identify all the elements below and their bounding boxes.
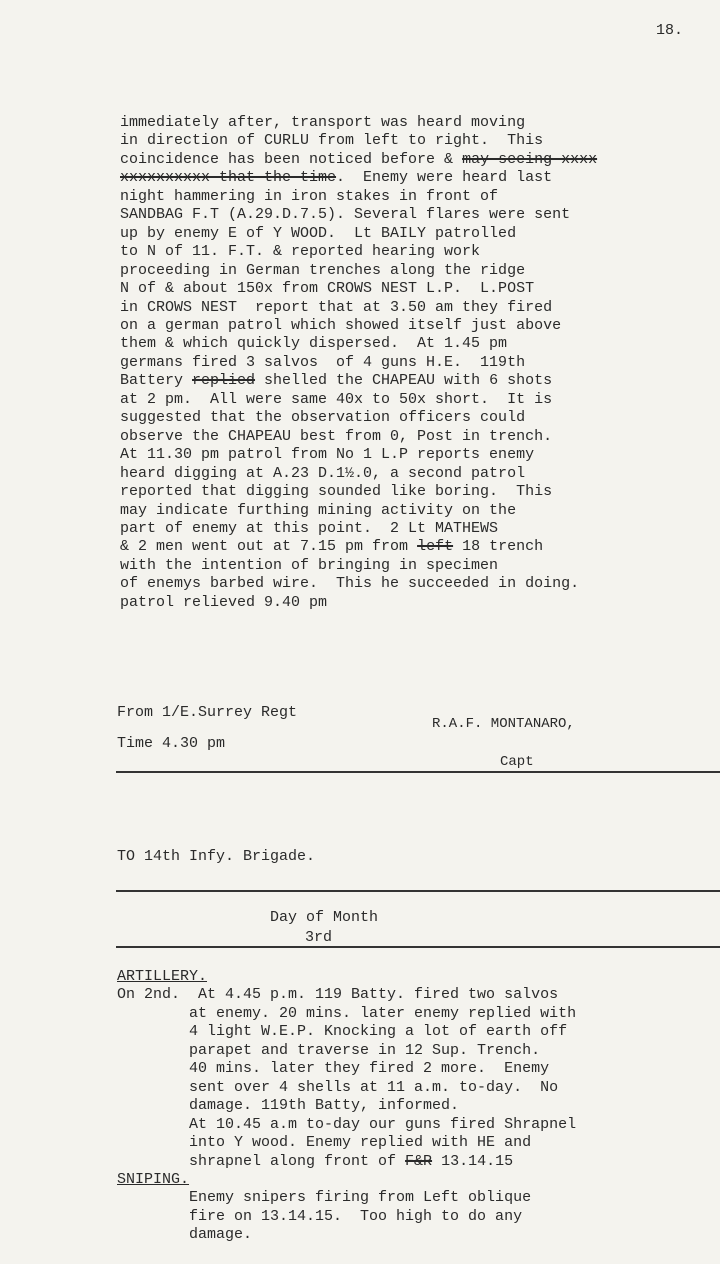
struck-text: left: [417, 538, 454, 556]
line-text: shrapnel along front of: [117, 1152, 406, 1170]
sniping-heading: SNIPING.: [117, 1170, 190, 1188]
text-line: [117, 1079, 707, 1097]
text-line: [120, 317, 710, 335]
line-text: patrol relieved 9.40 pm: [120, 593, 328, 611]
line-text: . Enemy were heard last: [336, 169, 553, 187]
text-line: [117, 1042, 707, 1060]
line-text: 13.14.15: [432, 1152, 514, 1170]
line-text: heard digging at A.23 D.1½.0, a second patrol: [120, 464, 526, 482]
line-text: At 10.45 a.m to-day our guns fired Shrapnel: [117, 1115, 577, 1133]
text-line: [120, 575, 710, 593]
text-line: [117, 1097, 707, 1115]
line-text: suggested that the observation officers could: [120, 409, 526, 427]
divider-line: [116, 946, 720, 948]
text-line: [117, 1116, 707, 1134]
line-text: damage. 119th Batty, informed.: [117, 1097, 460, 1115]
line-text: reported that digging sounded like boring. This: [120, 483, 553, 501]
text-line: [120, 188, 710, 206]
line-text: at 2 pm. All were same 40x to 50x short. It is: [120, 390, 553, 408]
text-line: [120, 262, 710, 280]
text-line: [120, 280, 710, 298]
to-line: TO 14th Infy. Brigade.: [117, 848, 316, 865]
text-line: [120, 594, 710, 612]
text-line: [120, 335, 710, 353]
line-text: up by enemy E of Y WOOD. Lt BAILY patrolled: [120, 224, 517, 242]
text-line: [117, 1189, 707, 1207]
text-line: [120, 354, 710, 372]
text-line: [120, 243, 710, 261]
line-text: N of & about 150x from CROWS NEST L.P. L.POST: [120, 280, 535, 298]
text-line: [120, 483, 710, 501]
line-text: to N of 11. F.T. & reported hearing work: [120, 243, 481, 261]
line-text: them & which quickly dispersed. At 1.45 pm: [120, 335, 508, 353]
line-text: night hammering in iron stakes in front of: [120, 187, 499, 205]
line-text: fire on 13.14.15. Too high to do any: [117, 1207, 523, 1225]
text-line: [120, 428, 710, 446]
text-line: [117, 1023, 707, 1041]
report-body: [120, 114, 710, 612]
line-text: into Y wood. Enemy replied with HE and: [117, 1134, 532, 1152]
time-line: Time 4.30 pm: [117, 735, 226, 752]
struck-text: may seeing xxxx: [462, 150, 598, 168]
day-of-month-label: Day of Month: [270, 909, 379, 926]
line-text: 4 light W.E.P. Knocking a lot of earth off: [117, 1023, 568, 1041]
text-line: [120, 206, 710, 224]
text-line: [117, 1134, 707, 1152]
line-text: 18 trench: [453, 538, 544, 556]
line-text: of enemys barbed wire. This he succeeded in doing.: [120, 575, 580, 593]
text-line: [120, 114, 710, 132]
line-text: sent over 4 shells at 11 a.m. to-day. No: [117, 1078, 559, 1096]
line-text: On 2nd. At 4.45 p.m. 119 Batty. fired two salvos: [117, 986, 559, 1004]
line-text: Battery: [120, 372, 193, 390]
line-text: in CROWS NEST report that at 3.50 am they fired: [120, 298, 553, 316]
divider-line: [116, 771, 720, 773]
line-text: in direction of CURLU from left to right. This: [120, 132, 544, 150]
line-text: germans fired 3 salvos of 4 guns H.E. 119th: [120, 353, 526, 371]
text-line: [120, 299, 710, 317]
line-text: At 11.30 pm patrol from No 1 L.P reports enemy: [120, 446, 535, 464]
text-line: [117, 1060, 707, 1078]
line-text: observe the CHAPEAU best from 0, Post in trench.: [120, 427, 553, 445]
struck-text: F&R: [405, 1152, 433, 1170]
text-line: [120, 502, 710, 520]
line-text: immediately after, transport was heard moving: [120, 114, 526, 131]
text-line: [117, 1208, 707, 1226]
line-text: 40 mins. later they fired 2 more. Enemy: [117, 1060, 550, 1078]
text-line: [120, 132, 710, 150]
line-text: parapet and traverse in 12 Sup. Trench.: [117, 1041, 541, 1059]
line-text: & 2 men went out at 7.15 pm from: [120, 538, 418, 556]
sniping-section: [117, 1189, 707, 1244]
text-line: [120, 409, 710, 427]
page-number: 18.: [656, 22, 684, 39]
rank: Capt: [500, 754, 534, 770]
line-text: with the intention of bringing in specimen: [120, 556, 499, 574]
text-line: [117, 1005, 707, 1023]
text-line: [117, 1226, 707, 1244]
text-line: [120, 372, 710, 390]
artillery-heading: ARTILLERY.: [117, 968, 208, 985]
line-text: Enemy snipers firing from Left oblique: [117, 1189, 532, 1207]
artillery-section: [117, 986, 707, 1171]
line-text: on a german patrol which showed itself just above: [120, 316, 562, 334]
divider-line: [116, 890, 720, 892]
text-line: [120, 391, 710, 409]
text-line: [120, 465, 710, 483]
text-line: [120, 520, 710, 538]
day-of-month-value: 3rd: [305, 929, 333, 946]
text-line: [120, 151, 710, 169]
signature: R.A.F. MONTANARO,: [432, 716, 575, 732]
text-line: [120, 446, 710, 464]
text-line: [120, 225, 710, 243]
from-line: From 1/E.Surrey Regt: [117, 704, 298, 721]
text-line: [120, 538, 710, 556]
text-line: [120, 557, 710, 575]
line-text: SANDBAG F.T (A.29.D.7.5). Several flares were sent: [120, 206, 571, 224]
text-line: [117, 1153, 707, 1171]
line-text: damage.: [117, 1226, 253, 1244]
text-line: [117, 986, 707, 1004]
line-text: shelled the CHAPEAU with 6 shots: [255, 372, 553, 390]
line-text: may indicate furthing mining activity on the: [120, 501, 517, 519]
message-sections: [117, 968, 707, 1245]
line-text: proceeding in German trenches along the ridge: [120, 261, 526, 279]
text-line: [120, 169, 710, 187]
struck-text: replied: [192, 372, 256, 390]
line-text: coincidence has been noticed before &: [120, 150, 463, 168]
line-text: at enemy. 20 mins. later enemy replied with: [117, 1004, 577, 1022]
struck-text: xxxxxxxxxx that the time: [120, 169, 337, 187]
line-text: part of enemy at this point. 2 Lt MATHEWS: [120, 519, 499, 537]
